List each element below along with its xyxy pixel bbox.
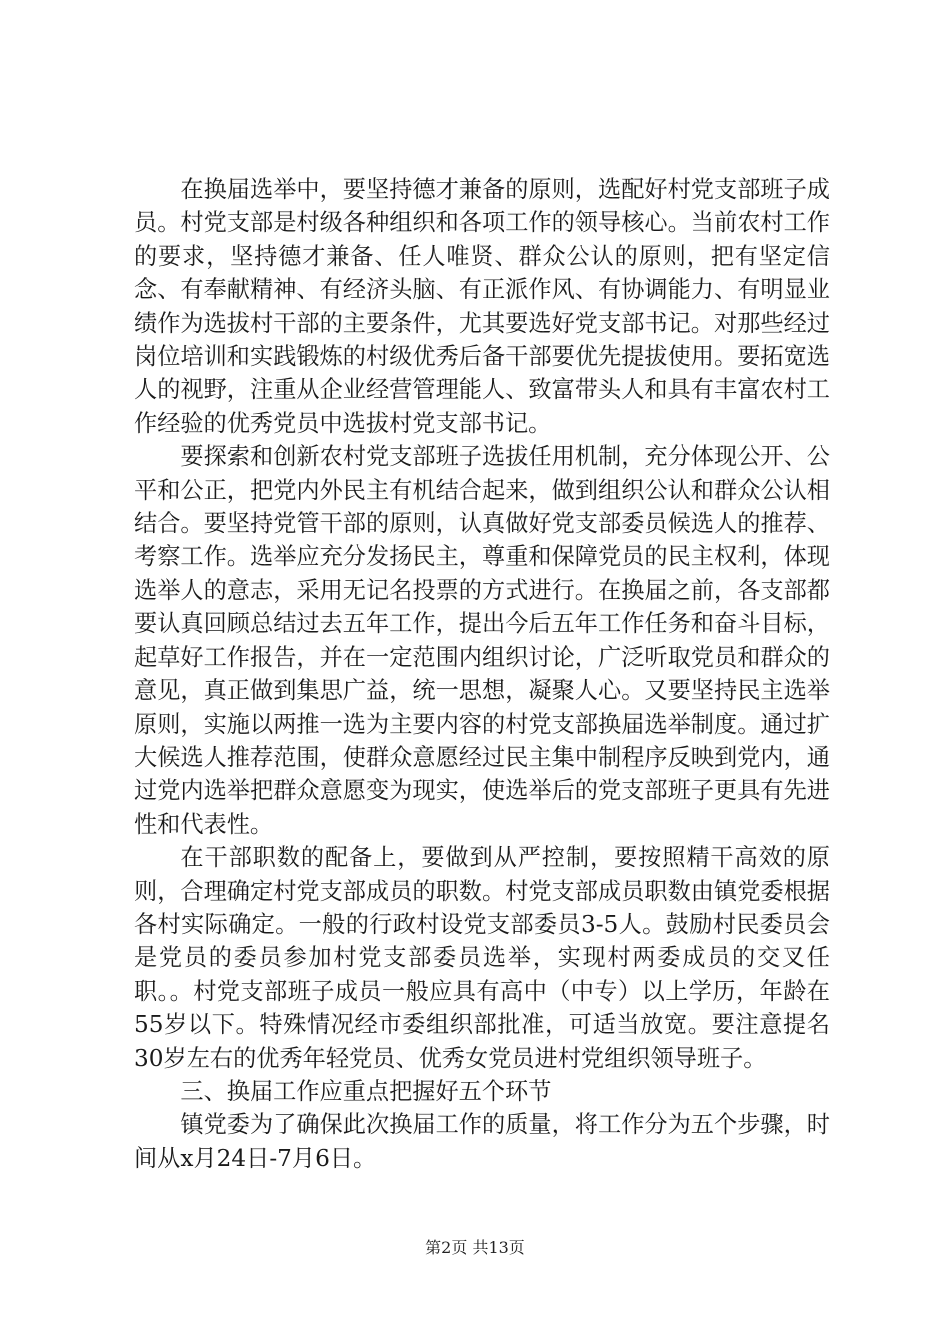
section-heading-five-steps: 三、换届工作应重点把握好五个环节 (180, 1077, 552, 1105)
paragraph-selection-mechanism: 要探索和创新农村党支部班子选拔任用机制，充分体现公开、公平和公正，把党内外民主有机结合起来，做到组织公认和群众公认相结合。要坚持党管干部的原则，认真做好党支部委员候选人的推荐、考察工作。选举应充分发扬民主，尊重和保障党员的民主权利，体现选举人的意志，采用无记名投票的方式进行。在换届之前，各支部都要认真回顾总结过去五年工作，提出今后五年工作任务和奋斗目标，起草好工作报告，并在一定范围内组织讨论，广泛听取党员和群众的意见，真正做到集思广益，统一思想，凝聚人心。又要坚持民主选举原则，实施以两推一选为主要内容的村党支部换届选举制度。通过扩大候选人推荐范围，使群众意愿经过民主集中制程序反映到党内，通过党内选举把群众意愿变为现实，使选举后的党支部班子更具有先进性和代表性。 (134, 443, 830, 838)
paragraph-candidate-selection: 在换届选举中，要坚持德才兼备的原则，选配好村党支部班子成员。村党支部是村级各种组织和各项工作的领导核心。当前农村工作的要求，坚持德才兼备、任人唯贤、群众公认的原则，把有坚定信念、有奉献精神、有经济头脑、有正派作风、有协调能力、有明显业绩作为选拔村干部的主要条件，尤其要选好党支部书记。对那些经过岗位培训和实践锻炼的村级优秀后备干部要优先提拔使用。要拓宽选人的视野，注重从企业经营管理能人、致富带头人和具有丰富农村工作经验的优秀党员中选拔村党支部书记。 (134, 176, 830, 437)
paragraph-schedule: 镇党委为了确保此次换届工作的质量，将工作分为五个步骤，时间从x月24日-7月6日。 (134, 1111, 830, 1172)
page-number-footer: 第2页 共13页 (425, 1238, 525, 1257)
paragraph-staffing-quota: 在干部职数的配备上，要做到从严控制，要按照精干高效的原则，合理确定村党支部成员的职数。村党支部成员职数由镇党委根据各村实际确定。一般的行政村设党支部委员3-5人。鼓励村民委员会是党员的委员参加村党支部委员选举，实现村两委成员的交叉任职。。村党支部班子成员一般应具有高中（中专）以上学历，年龄在55岁以下。特殊情况经市委组织部批准，可适当放宽。要注意提名30岁左右的优秀年轻党员、优秀女党员进村党组织领导班子。 (134, 844, 830, 1072)
document-body (134, 173, 830, 1175)
